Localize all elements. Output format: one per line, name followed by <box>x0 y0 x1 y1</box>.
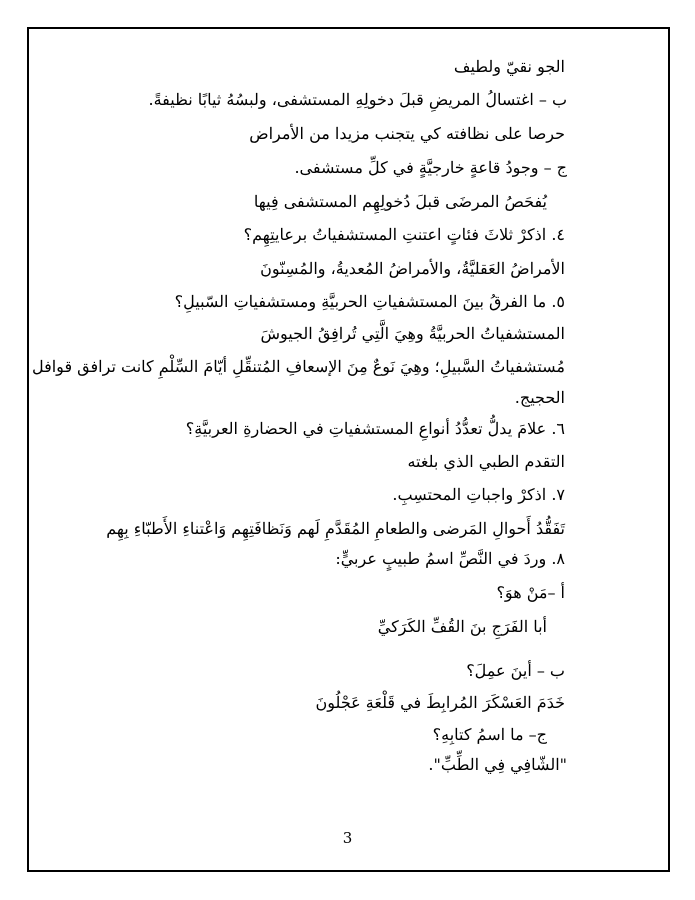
item-c-external-hall: ج – وجودُ قاعةٍ خارجيَّةٍ في كلِّ مستشفى. <box>294 158 567 177</box>
answer-hygiene-line: حرصا على نظافته كي يتجنب مزيدا من الأمراض <box>249 124 565 143</box>
answer-examination-line: يُفحَصُ المرضَى قبلَ دُخولِهِم المستشفى فِيها <box>253 192 547 211</box>
item-b-washing: ب – اغتسالُ المريضِ قبلَ دخولِهِ المستشفى، ولبسُهُ ثيابًا نظيفةً. <box>148 90 567 109</box>
question-5: ٥. ما الفرقُ بينَ المستشفياتِ الحربيَّةِ ومستشفياتِ السّبيلِ؟ <box>174 292 565 311</box>
question-4: ٤. اذكرْ ثلاثَ فئاتٍ اعتنتِ المستشفياتُ برعايتِهِم؟ <box>243 225 565 244</box>
answer-4: الأمراضُ العَقليَّةُ، والأمراضُ المُعديةُ، والمُسِنّونَ <box>260 259 565 278</box>
answer-6: التقدم الطبي الذي بلغته <box>407 452 565 471</box>
question-8: ٨. وردَ في النَّصِّ اسمُ طبيبٍ عربيٍّ: <box>335 549 565 568</box>
question-6: ٦. علامَ يدلُّ تعدُّدُ أنواعِ المستشفياتِ في الحضارةِ العربيَّةِ؟ <box>185 419 565 438</box>
answer-5-continuation: الحجيج. <box>514 388 565 407</box>
page-number: 3 <box>342 829 353 847</box>
question-8-b: ب – أينَ عمِلَ؟ <box>466 661 565 680</box>
answer-8-a: أبا الفَرَجِ بنَ القُفِّ الكَرَكيِّ <box>377 617 547 636</box>
answer-8-b: خَدَمَ العَسْكَرَ المُرابِطَ في قَلْعَةِ عَجْلُونَ <box>315 693 565 712</box>
answer-air-line: الجو نقيّ ولطيف <box>453 57 565 76</box>
page-border <box>27 27 670 872</box>
question-8-a: أ –مَنْ هوَ؟ <box>496 583 565 602</box>
question-8-c: ج– ما اسمُ كتابِهِ؟ <box>432 725 547 744</box>
question-7: ٧. اذكرْ واجباتِ المحتسِبِ. <box>392 485 565 504</box>
answer-8-c: "الشّافِي فِي الطِّبِّ". <box>428 755 567 774</box>
answer-5-military: المستشفياتُ الحربيَّةُ وهِيَ الَّتِي تُرافِقُ الجيوشَ <box>260 324 565 343</box>
answer-5-sabil: مُستشفياتُ السَّبيلِ؛ وهِيَ نَوعٌ مِنَ الإسعافِ المُتنقِّلِ أيّامَ السِّلْمِ كانت ترافق قوافل <box>31 357 565 376</box>
answer-7: تَفَقُّدُ أَحوالِ المَرضى والطعامِ المُقَدَّمِ لَهم وَنَظافَتِهِم وَاعْتناءِ الأَطبّاءِ بِهِم <box>106 519 565 538</box>
